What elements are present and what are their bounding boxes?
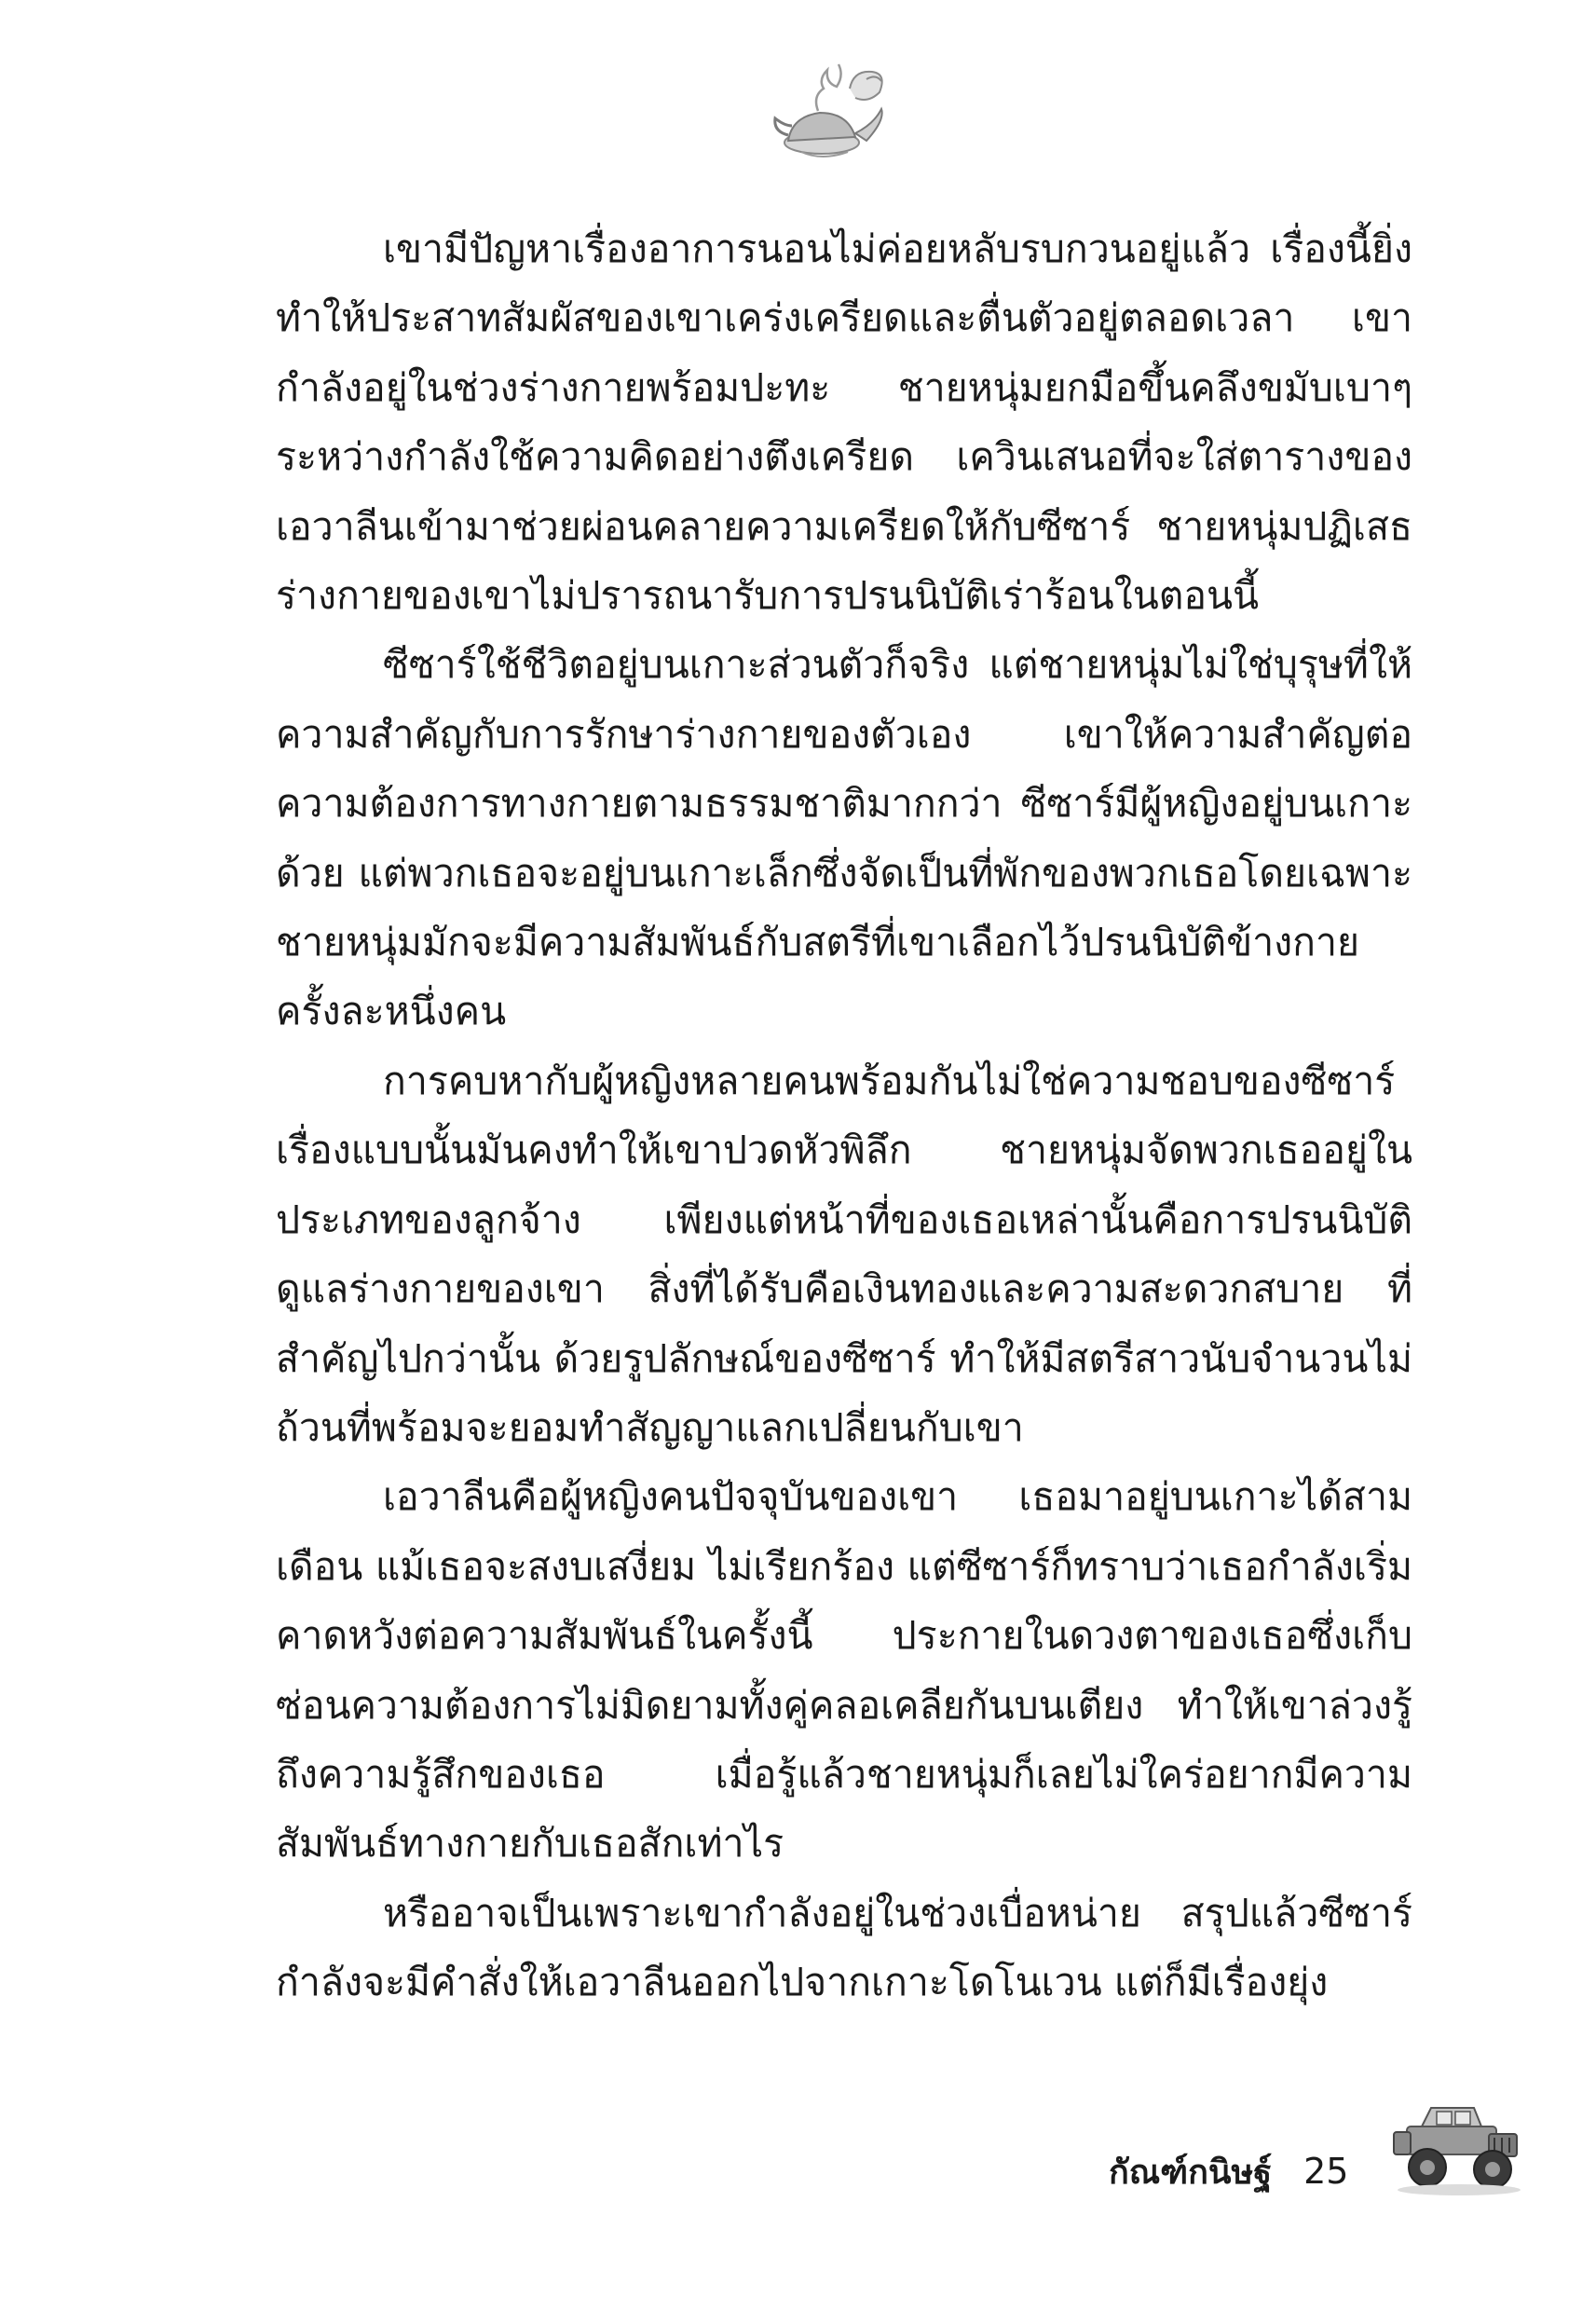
paragraph: เขามีปัญหาเรื่องอาการนอนไม่ค่อยหลับรบกวนอยู่แล้ว เรื่องนี้ยิ่งทำให้ประสาทสัมผัสของเขาเคร่งเครียดและตื่นตัวอยู่ตลอดเวลา เขากำลังอยู่ในช่วงร่างกายพร้อมปะทะ ชายหนุ่มยกมือขึ้นคลึงขมับเบาๆ ระหว่างกำลังใช้ความคิดอย่างตึงเครียด เควินเสนอที่จะใส่ตารางของเอวาลีนเข้ามาช่วยผ่อนคลายความเครียดให้กับซีซาร์ ชายหนุ่มปฏิเสธ ร่างกายของเขาไม่ปรารถนารับการปรนนิบัติเร่าร้อนในตอนนี้ [276,226,1412,619]
body-text [276,214,1412,2017]
paragraph: การคบหากับผู้หญิงหลายคนพร้อมกันไม่ใช่ความชอบของซีซาร์ เรื่องแบบนั้นมันคงทำให้เขาปวดหัวพิลึก ชายหนุ่มจัดพวกเธออยู่ในประเภทของลูกจ้าง เพียงแต่หน้าที่ของเธอเหล่านั้นคือการปรนนิบัติดูแลร่างกายของเขา สิ่งที่ได้รับคือเงินทองและความสะดวกสบาย ที่สำคัญไปกว่านั้น ด้วยรูปลักษณ์ของซีซาร์ ทำให้มีสตรีสาวนับจำนวนไม่ถ้วนที่พร้อมจะยอมทำสัญญาแลกเปลี่ยนกับเขา [276,1058,1412,1450]
paragraph: หรืออาจเป็นเพราะเขากำลังอยู่ในช่วงเบื่อหน่าย สรุปแล้วซีซาร์กำลังจะมีคำสั่งให้เอวาลีนออกไปจากเกาะโดโนเวน แต่ก็มีเรื่องยุ่ง [276,1890,1412,2005]
page-footer [1109,2143,1348,2199]
jeep-car-icon [1388,2095,1528,2207]
paragraph: เอวาลีนคือผู้หญิงคนปัจจุบันของเขา เธอมาอยู่บนเกาะได้สามเดือน แม้เธอจะสงบเสงี่ยม ไม่เรียกร้อง แต่ซีซาร์ก็ทราบว่าเธอกำลังเริ่มคาดหวังต่อความสัมพันธ์ในครั้งนี้ ประกายในดวงตาของเธอซึ่งเก็บซ่อนความต้องการไม่มิดยามทั้งคู่คลอเคลียกันบนเตียง ทำให้เขาล่วงรู้ถึงความรู้สึกของเธอ เมื่อรู้แล้วชายหนุ่มก็เลยไม่ใคร่อยากมีความสัมพันธ์ทางกายกับเธอสักเท่าไร [276,1474,1412,1867]
book-title: กัณฑ์กนิษฐ์ [1109,2153,1273,2192]
page-number: 25 [1303,2151,1349,2192]
paragraph: ซีซาร์ใช้ชีวิตอยู่บนเกาะส่วนตัวก็จริง แต่ชายหนุ่มไม่ใช่บุรุษที่ให้ความสำคัญกับการรักษาร่างกายของตัวเอง เขาให้ความสำคัญต่อความต้องการทางกายตามธรรมชาติมากกว่า ซีซาร์มีผู้หญิงอยู่บนเกาะด้วย แต่พวกเธอจะอยู่บนเกาะเล็กซึ่งจัดเป็นที่พักของพวกเธอโดยเฉพาะ ชายหนุ่มมักจะมีความสัมพันธ์กับสตรีที่เขาเลือกไว้ปรนนิบัติข้างกายครั้งละหนึ่งคน [276,642,1412,1034]
teapot-ornament-icon [764,51,913,172]
